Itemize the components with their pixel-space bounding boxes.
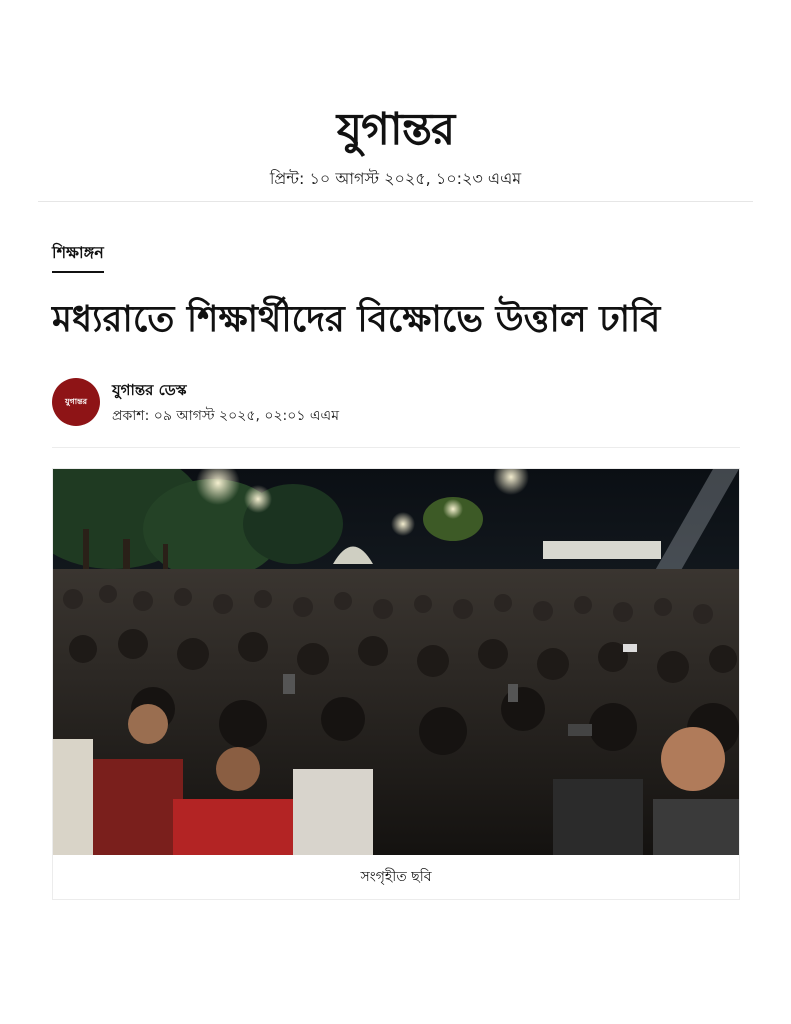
published-date: প্রকাশ: ০৯ আগস্ট ২০২৫, ০২:০১ এএম — [112, 408, 339, 424]
photo-caption: সংগৃহীত ছবি — [360, 869, 432, 885]
article-headline: মধ্যরাতে শিক্ষার্থীদের বিক্ষোভে উত্তাল ঢাবি — [52, 299, 661, 340]
author-name[interactable]: যুগান্তর ডেস্ক — [112, 381, 187, 399]
author-avatar — [52, 378, 100, 426]
site-logo[interactable]: যুগান্তর — [336, 104, 455, 155]
print-timestamp: প্রিন্ট: ১০ আগস্ট ২০২৫, ১০:২৩ এএম — [269, 169, 522, 188]
category-link[interactable]: শিক্ষাঙ্গন — [52, 240, 104, 273]
avatar-logo-text: যুগান্তর — [64, 396, 88, 406]
byline-divider — [52, 447, 740, 448]
article-photo — [53, 469, 739, 855]
header-divider — [38, 201, 753, 202]
article-photo-figure — [52, 468, 740, 900]
masthead — [0, 104, 791, 156]
